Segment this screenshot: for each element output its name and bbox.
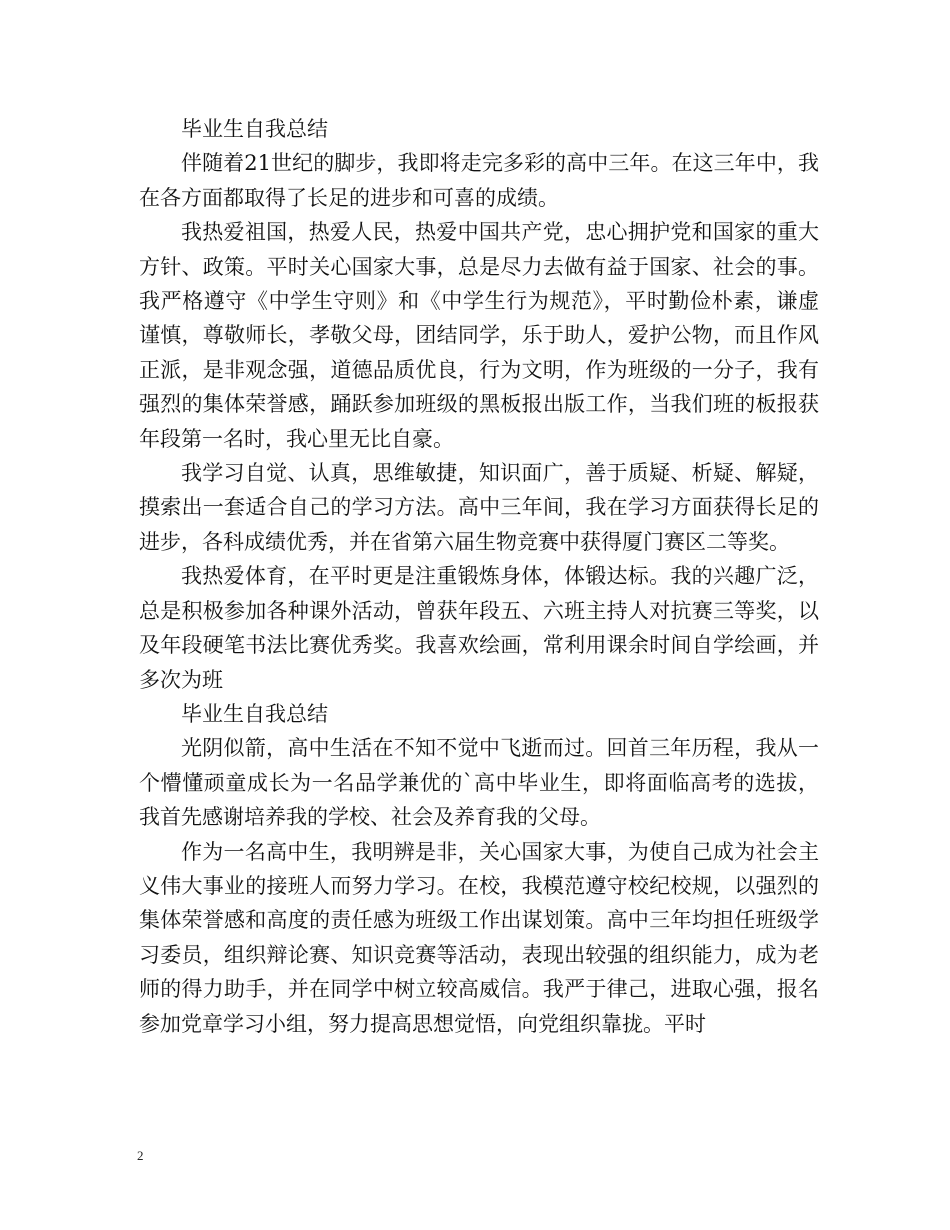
- page-number: 2: [137, 1148, 144, 1163]
- document-body: [139, 112, 819, 1041]
- section-title-1: 毕业生自我总结: [181, 117, 328, 141]
- paragraph-intro: 伴随着21世纪的脚步，我即将走完多彩的高中三年。在这三年中，我在各方面都取得了长足的进步和可喜的成绩。: [139, 151, 819, 210]
- paragraph-time: 光阴似箭，高中生活在不知不觉中飞逝而过。回首三年历程，我从一个懵懂顽童成长为一名品学兼优的`高中毕业生，即将面临高考的选拔，我首先感谢培养我的学校、社会及养育我的父母。: [139, 736, 819, 830]
- paragraph-patriotism: 我热爱祖国，热爱人民，热爱中国共产党，忠心拥护党和国家的重大方针、政策。平时关心国家大事，总是尽力去做有益于国家、社会的事。我严格遵守《中学生守则》和《中学生行为规范》，平时勤俭朴素，谦虚谨慎，尊敬师长，孝敬父母，团结同学，乐于助人，爱护公物，而且作风正派，是非观念强，道德品质优良，行为文明，作为班级的一分子，我有强烈的集体荣誉感，踊跃参加班级的黑板报出版工作，当我们班的板报获年段第一名时，我心里无比自豪。: [139, 220, 819, 451]
- paragraph-student-role: 作为一名高中生，我明辨是非，关心国家大事，为使自己成为社会主义伟大事业的接班人而努力学习。在校，我模范遵守校纪校规，以强烈的集体荣誉感和高度的责任感为班级工作出谋划策。高中三年均担任班级学习委员，组织辩论赛、知识竞赛等活动，表现出较强的组织能力，成为老师的得力助手，并在同学中树立较高威信。我严于律己，进取心强，报名参加党章学习小组，努力提高思想觉悟，向党组织靠拢。平时: [139, 839, 819, 1036]
- section-title-2: 毕业生自我总结: [181, 701, 328, 726]
- paragraph-sports: 我热爱体育，在平时更是注重锻炼身体，体锻达标。我的兴趣广泛，总是积极参加各种课外活动，曾获年段五、六班主持人对抗赛三等奖，以及年段硬笔书法比赛优秀奖。我喜欢绘画，常利用课余时间自学绘画，并多次为班: [139, 564, 819, 692]
- paragraph-study: 我学习自觉、认真，思维敏捷，知识面广，善于质疑、析疑、解疑，摸索出一套适合自己的学习方法。高中三年间，我在学习方面获得长足的进步，各科成绩优秀，并在省第六届生物竞赛中获得厦门赛区二等奖。: [139, 461, 819, 554]
